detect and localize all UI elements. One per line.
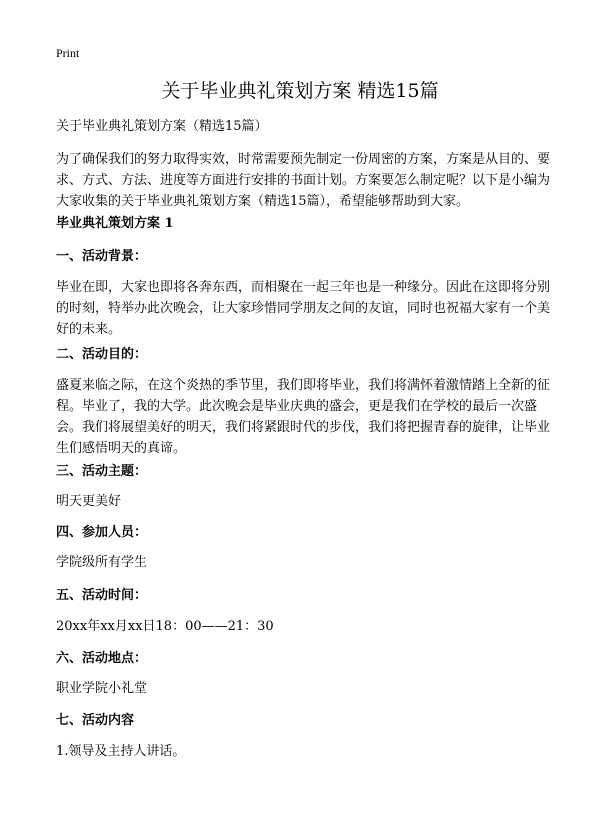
section-heading-time: 五、活动时间： <box>56 588 148 603</box>
page-title: 关于毕业典礼策划方案 精选15篇 <box>161 80 439 102</box>
section-body-theme: 明天更美好 <box>56 494 122 509</box>
intro-paragraph: 为了确保我们的努力取得实效，时常需要预先制定一份周密的方案，方案是从目的、要求、方式、方法、进度等方面进行安排的书面计划。方案要怎么制定呢？以下是小编为大家收集的关于毕业典礼策划方案（精选15篇），希望能够帮助到大家。 <box>56 152 551 209</box>
section-heading-location: 六、活动地点： <box>56 651 148 666</box>
section-heading-purpose: 二、活动目的： <box>56 347 148 362</box>
section-body-background: 毕业在即，大家也即将各奔东西，而相聚在一起三年也是一种缘分。因此在这即将分别的时刻，特举办此次晚会，让大家珍惜同学朋友之间的友谊，同时也祝福大家有一个美好的未来。 <box>56 280 551 337</box>
section-heading-background: 一、活动背景： <box>56 249 148 264</box>
section-heading-participants: 四、参加人员： <box>56 525 148 540</box>
plan-heading: 毕业典礼策划方案 1 <box>56 216 174 231</box>
section-heading-content: 七、活动内容 <box>56 713 135 728</box>
section-body-time: 20xx年xx月xx日18：00——21：30 <box>56 619 274 634</box>
document-subtitle: 关于毕业典礼策划方案（精选15篇） <box>56 119 268 134</box>
section-body-content: 1.领导及主持人讲话。 <box>56 744 186 759</box>
section-heading-theme: 三、活动主题： <box>56 464 148 479</box>
section-body-location: 职业学院小礼堂 <box>56 681 148 696</box>
print-link[interactable]: Print <box>56 46 80 60</box>
section-body-participants: 学院级所有学生 <box>56 555 148 570</box>
section-body-purpose: 盛夏来临之际，在这个炎热的季节里，我们即将毕业，我们将满怀着激情踏上全新的征程。毕业了，我的大学。此次晚会是毕业庆典的盛会，更是我们在学校的最后一次盛会。我们将展望美好的明天，我们将紧跟时代的步伐，我们将把握青春的旋律，让毕业生们感悟明天的真谛。 <box>56 378 551 456</box>
